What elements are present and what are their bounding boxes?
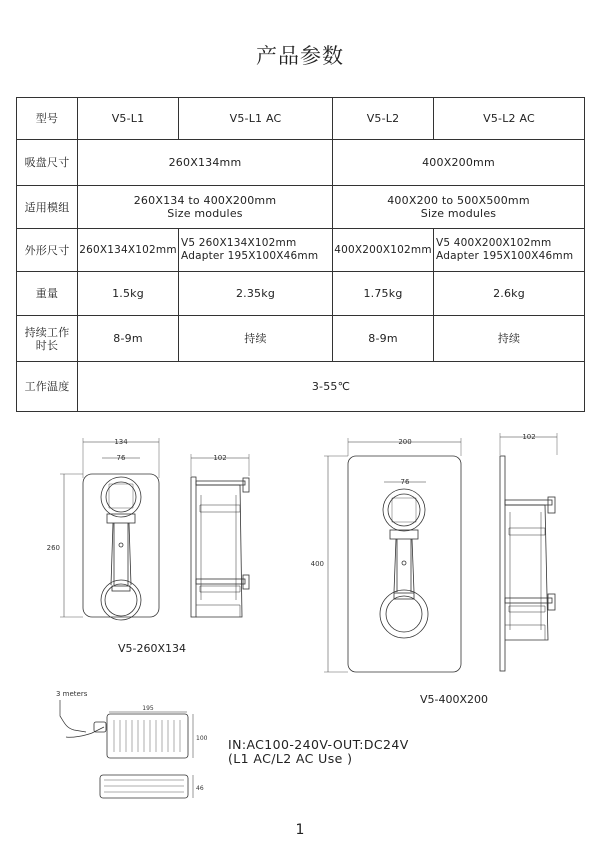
table-cell: 1.5kg	[78, 272, 179, 316]
caption-large-device: V5-400X200	[420, 693, 489, 706]
page-number: 1	[295, 822, 305, 838]
caption-small-device: V5-260X134	[118, 642, 187, 655]
row-label: 工作温度	[17, 362, 78, 412]
dim-adapter-width: 100	[196, 735, 208, 742]
table-cell: V5 400X200X102mm Adapter 195X100X46mm	[434, 229, 585, 272]
table-cell: 持续	[434, 316, 585, 362]
table-cell: 260X134 to 400X200mm Size modules	[78, 186, 333, 229]
adapter-spec-line-1: IN:AC100-240V-OUT:DC24V	[228, 737, 409, 752]
table-cell: 2.6kg	[434, 272, 585, 316]
table-cell: 260X134mm	[78, 140, 333, 186]
page-title: 产品参数	[256, 44, 344, 68]
row-label: 重量	[17, 272, 78, 316]
dim-large-depth: 102	[522, 433, 536, 441]
adapter-side-view	[100, 775, 193, 798]
table-cell: V5-L1 AC	[179, 98, 333, 140]
table-cell: 持续	[179, 316, 333, 362]
dim-small-inner: 76	[116, 454, 126, 462]
table-cell: 1.75kg	[333, 272, 434, 316]
table-cell: V5-L2	[333, 98, 434, 140]
large-device-front-view	[324, 438, 461, 672]
row-label: 持续工作 时长	[17, 316, 78, 362]
dim-large-inner: 76	[400, 478, 410, 486]
row-label: 外形尺寸	[17, 229, 78, 272]
row-label: 型号	[17, 98, 78, 140]
large-device-side-view	[500, 433, 557, 671]
dim-large-height: 400	[310, 560, 324, 568]
row-label: 吸盘尺寸	[17, 140, 78, 186]
table-cell: 3-55℃	[78, 362, 585, 412]
table-cell: V5 260X134X102mm Adapter 195X100X46mm	[179, 229, 333, 272]
table-cell: 2.35kg	[179, 272, 333, 316]
table-cell: V5-L1	[78, 98, 179, 140]
row-label: 适用模组	[17, 186, 78, 229]
table-cell: 400X200 to 500X500mm Size modules	[333, 186, 585, 229]
adapter-spec-note	[228, 738, 409, 766]
table-cell: 8-9m	[78, 316, 179, 362]
dim-small-width: 134	[114, 438, 128, 446]
small-device-side-view	[191, 454, 249, 617]
table-cell: 400X200mm	[333, 140, 585, 186]
dim-small-depth: 102	[213, 454, 227, 462]
table-cell: 8-9m	[333, 316, 434, 362]
dim-adapter-length: 195	[142, 705, 154, 712]
adapter-spec-line-2: (L1 AC/L2 AC Use )	[228, 751, 353, 766]
small-device-front-view	[60, 438, 159, 620]
dim-adapter-height: 46	[196, 785, 204, 792]
dim-small-height: 260	[46, 544, 60, 552]
dim-large-width: 200	[398, 438, 412, 446]
table-cell: V5-L2 AC	[434, 98, 585, 140]
cable-length-label: 3 meters	[56, 690, 88, 698]
adapter-top-view	[60, 700, 193, 758]
table-cell: 260X134X102mm	[78, 229, 179, 272]
table-cell: 400X200X102mm	[333, 229, 434, 272]
